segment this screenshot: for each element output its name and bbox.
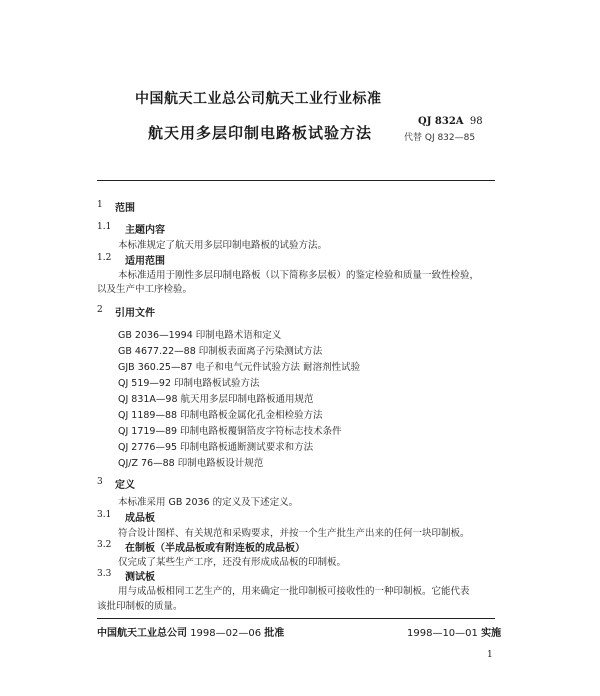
standard-year: 98 <box>469 116 483 127</box>
section-number: 1 <box>97 200 103 210</box>
reference-item: QJ 831A—98 航天用多层印制电路板通用规范 <box>118 394 314 405</box>
reference-item: QJ/Z 76—88 印制电路板设计规范 <box>118 458 264 469</box>
implementation-date: 1998—10—01 <box>407 628 478 639</box>
footer-divider <box>97 618 495 619</box>
org-title: 中国航天工业总公司航天工业行业标准 <box>135 91 382 107</box>
paragraph: 本标准规定了航天用多层印制电路板的试验方法。 <box>118 240 328 251</box>
issuer: 中国航天工业总公司 <box>97 628 187 639</box>
standard-code: QJ 832A <box>418 116 464 127</box>
section-heading-in-process-board: 在制板（半成品板或有附连板的成品板） <box>125 543 305 554</box>
section-number: 2 <box>97 305 103 315</box>
section-number: 3.3 <box>97 569 112 579</box>
implemented-label: 实施 <box>481 628 502 639</box>
section-heading-subject: 主题内容 <box>125 225 165 236</box>
standard-number <box>418 116 483 127</box>
header-divider <box>97 180 495 181</box>
section-number: 1.2 <box>97 253 112 263</box>
paragraph: 符合设计图样、有关规范和采购要求，并按一个生产批生产出来的任何一块印制板。 <box>118 528 470 539</box>
reference-item: GB 2036—1994 印制电路术语和定义 <box>118 330 282 341</box>
approved-label: 批准 <box>264 628 285 639</box>
section-number: 1.1 <box>97 222 112 232</box>
implementation-info <box>407 624 501 639</box>
paragraph: 以及生产中工序检验。 <box>97 284 193 295</box>
document-title: 航天用多层印制电路板试验方法 <box>148 124 373 142</box>
section-number: 3.2 <box>97 540 112 550</box>
replaces-note: 代替 QJ 832—85 <box>404 133 476 143</box>
section-heading-scope: 范围 <box>115 203 135 214</box>
reference-item: QJ 2776—95 印制电路板通断测试要求和方法 <box>118 442 314 453</box>
paragraph: 本标准采用 GB 2036 的定义及下述定义。 <box>118 497 299 508</box>
section-heading-definitions: 定义 <box>115 480 135 491</box>
issue-info <box>97 624 284 639</box>
section-heading-applicability: 适用范围 <box>125 256 165 267</box>
section-number: 3 <box>97 477 103 487</box>
section-heading-references: 引用文件 <box>115 308 155 319</box>
reference-item: QJ 1189—88 印制电路板金属化孔金相检验方法 <box>118 410 323 421</box>
page-number: 1 <box>487 650 493 660</box>
reference-item: QJ 1719—89 印制电路板覆铜箔皮字符标志技术条件 <box>118 426 342 437</box>
paragraph: 该批印制板的质量。 <box>97 601 183 612</box>
issue-date: 1998—02—06 <box>190 628 262 639</box>
section-heading-test-board: 测试板 <box>125 572 155 583</box>
section-number: 3.1 <box>97 510 112 520</box>
paragraph: 本标准适用于刚性多层印制电路板（以下简称多层板）的鉴定检验和质量一致性检验， <box>118 270 480 281</box>
reference-item: GJB 360.25—87 电子和电气元件试验方法 耐溶剂性试验 <box>118 362 361 373</box>
paragraph: 仅完成了某些生产工序，还没有形成成品板的印制板。 <box>118 557 347 568</box>
reference-item: GB 4677.22—88 印制板表面离子污染测试方法 <box>118 346 323 357</box>
section-heading-finished-board: 成品板 <box>125 513 155 524</box>
paragraph: 用与成品板相同工艺生产的，用来确定一批印制板可接收性的一种印制板。它能代表 <box>118 586 470 597</box>
reference-item: QJ 519—92 印制电路板试验方法 <box>118 378 260 389</box>
